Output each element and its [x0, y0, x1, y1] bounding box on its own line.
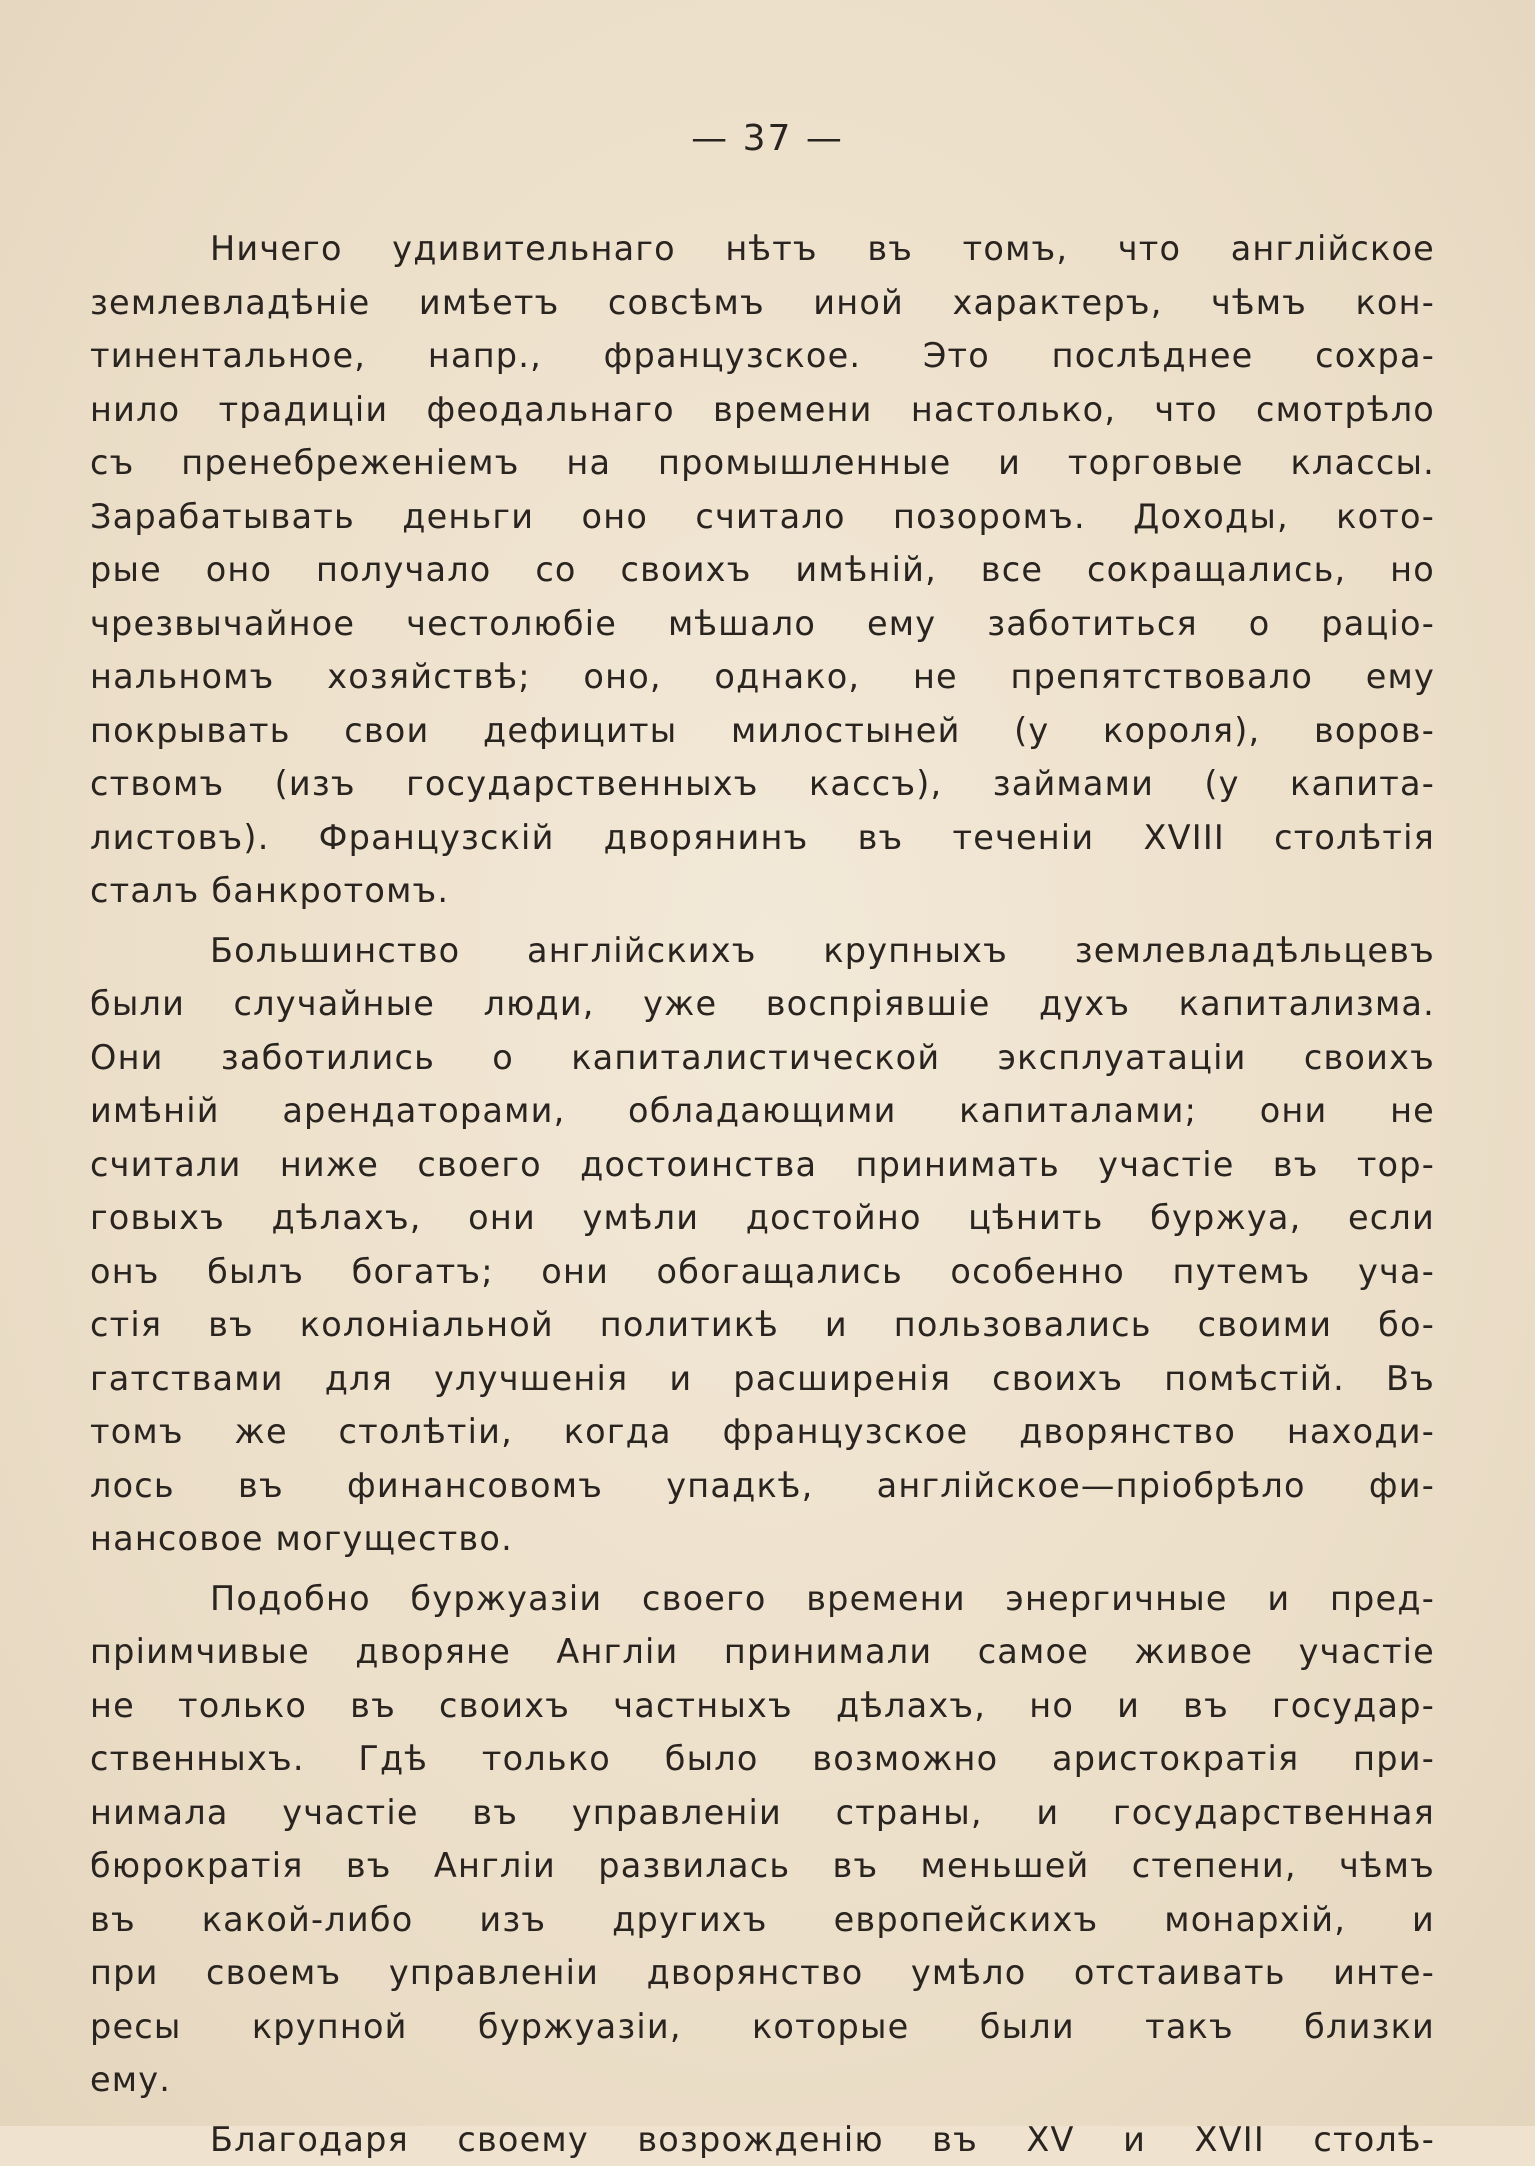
text-line: считали ниже своего достоинства принимать участіе въ тор- [90, 1138, 1435, 1192]
text-line: нимала участіе въ управленіи страны, и государственная [90, 1786, 1435, 1840]
text-line: чрезвычайное честолюбіе мѣшало ему заботиться о раціо- [90, 597, 1435, 651]
text-line: лось въ финансовомъ упадкѣ, англійское—пріобрѣло фи- [90, 1459, 1435, 1513]
text-line: гатствами для улучшенія и расширенія своихъ помѣстій. Въ [90, 1352, 1435, 1406]
text-line: тинентальное, напр., французское. Это послѣднее сохра- [90, 329, 1435, 383]
text-line: при своемъ управленіи дворянство умѣло отстаивать инте- [90, 1946, 1435, 2000]
text-line: листовъ). Французскій дворянинъ въ теченіи XVIII столѣтія [90, 811, 1435, 865]
text-line: ресы крупной буржуазіи, которые были такъ близки [90, 2000, 1435, 2054]
text-line: рые оно получало со своихъ имѣній, все сокращались, но [90, 543, 1435, 597]
text-line: нило традиціи феодальнаго времени настолько, что смотрѣло [90, 383, 1435, 437]
text-line: съ пренебреженіемъ на промышленные и торговые классы. [90, 436, 1435, 490]
text-line: Они заботились о капиталистической эксплуатаціи своихъ [90, 1031, 1435, 1085]
text-line: въ какой-либо изъ другихъ европейскихъ монархій, и [90, 1893, 1435, 1947]
text-line: нансовое могущество. [90, 1512, 1435, 1566]
text-line: Ничего удивительнаго нѣтъ въ томъ, что англійское [90, 222, 1435, 276]
text-line: ственныхъ. Гдѣ только было возможно аристократія при- [90, 1732, 1435, 1786]
text-line: ему. [90, 2053, 1435, 2107]
text-line: Подобно буржуазіи своего времени энергичные и пред- [90, 1572, 1435, 1626]
body-text [90, 222, 1435, 2166]
text-line: не только въ своихъ частныхъ дѣлахъ, но и въ государ- [90, 1679, 1435, 1733]
text-line: стія въ колоніальной политикѣ и пользовались своими бо- [90, 1298, 1435, 1352]
text-line: онъ былъ богатъ; они обогащались особенно путемъ уча- [90, 1245, 1435, 1299]
text-line: бюрократія въ Англіи развилась въ меньшей степени, чѣмъ [90, 1839, 1435, 1893]
text-line: Зарабатывать деньги оно считало позоромъ. Доходы, кото- [90, 490, 1435, 544]
text-line: томъ же столѣтіи, когда французское дворянство находи- [90, 1405, 1435, 1459]
text-line: пріимчивые дворяне Англіи принимали самое живое участіе [90, 1625, 1435, 1679]
text-line: землевладѣніе имѣетъ совсѣмъ иной характеръ, чѣмъ кон- [90, 276, 1435, 330]
text-line: были случайные люди, уже воспріявшіе духъ капитализма. [90, 977, 1435, 1031]
text-line: ствомъ (изъ государственныхъ кассъ), займами (у капита- [90, 757, 1435, 811]
page-number: — 37 — [0, 118, 1535, 159]
text-line: Большинство англійскихъ крупныхъ землевладѣльцевъ [90, 924, 1435, 978]
text-line: сталъ банкротомъ. [90, 864, 1435, 918]
text-line: нальномъ хозяйствѣ; оно, однако, не препятствовало ему [90, 650, 1435, 704]
text-line: Благодаря своему возрожденію въ XV и XVII столѣ- [90, 2113, 1435, 2166]
text-line: говыхъ дѣлахъ, они умѣли достойно цѣнить буржуа, если [90, 1191, 1435, 1245]
text-line: покрывать свои дефициты милостыней (у короля), воров- [90, 704, 1435, 758]
text-line: имѣній арендаторами, обладающими капиталами; они не [90, 1084, 1435, 1138]
